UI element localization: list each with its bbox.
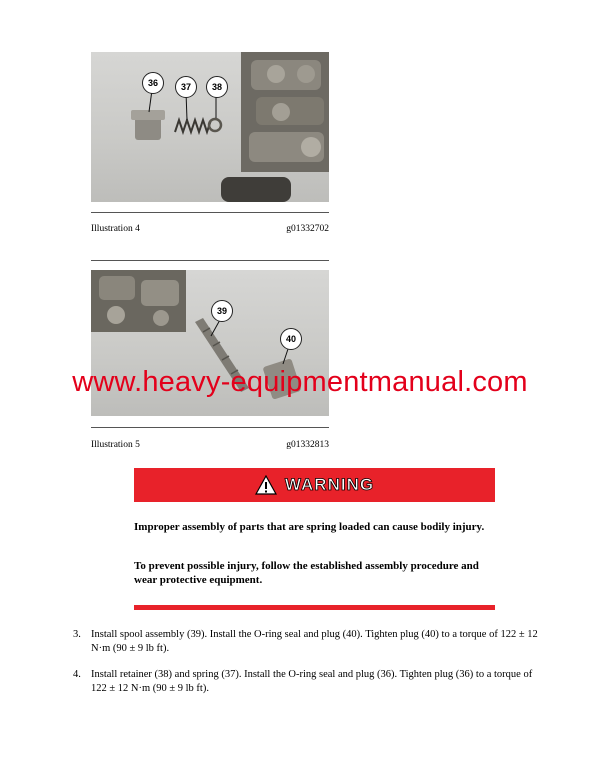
step-text: Install retainer (38) and spring (37). Install the O-ring seal and plug (36). Tighten plug (36) to a torque of 122 ± 12 N·m (90 ± 9 lb ft). xyxy=(91,669,533,694)
caption-label: Illustration 4 xyxy=(91,224,140,234)
caption-code: g01332813 xyxy=(286,440,329,450)
callout-36: 36 xyxy=(142,72,164,94)
illustration-5-caption xyxy=(91,440,329,450)
warning-banner xyxy=(134,468,495,502)
caption-rule-bottom-4 xyxy=(91,260,329,261)
watermark-url: www.heavy-equipmentmanual.com xyxy=(72,366,528,398)
step-4 xyxy=(73,668,543,695)
warning-paragraph-2: To prevent possible injury, follow the established assembly procedure and wear protective equipment. xyxy=(134,560,479,586)
step-3 xyxy=(73,628,543,655)
warning-paragraph-1: Improper assembly of parts that are spring loaded can cause bodily injury. xyxy=(134,521,485,533)
illustration-4-caption xyxy=(91,224,329,234)
callout-38: 38 xyxy=(206,76,228,98)
valve-parts-drawing xyxy=(91,52,329,202)
caption-rule-top-4 xyxy=(91,212,329,213)
callout-37: 37 xyxy=(175,76,197,98)
callout-40: 40 xyxy=(280,328,302,350)
warning-bottom-rule xyxy=(134,605,495,610)
step-text: Install spool assembly (39). Install the O-ring seal and plug (40). Tighten plug (40) to a torque of 122 ± 12 N·m (90 ± 9 lb ft). xyxy=(91,629,538,654)
step-number: 4. xyxy=(73,669,81,680)
caption-code: g01332702 xyxy=(286,224,329,234)
caption-label: Illustration 5 xyxy=(91,440,140,450)
callout-39: 39 xyxy=(211,300,233,322)
warning-triangle-icon xyxy=(255,475,277,495)
illustration-4-photo xyxy=(91,52,329,202)
warning-title: WARNING xyxy=(284,475,375,494)
caption-rule-top-5 xyxy=(91,427,329,428)
step-number: 3. xyxy=(73,629,81,640)
